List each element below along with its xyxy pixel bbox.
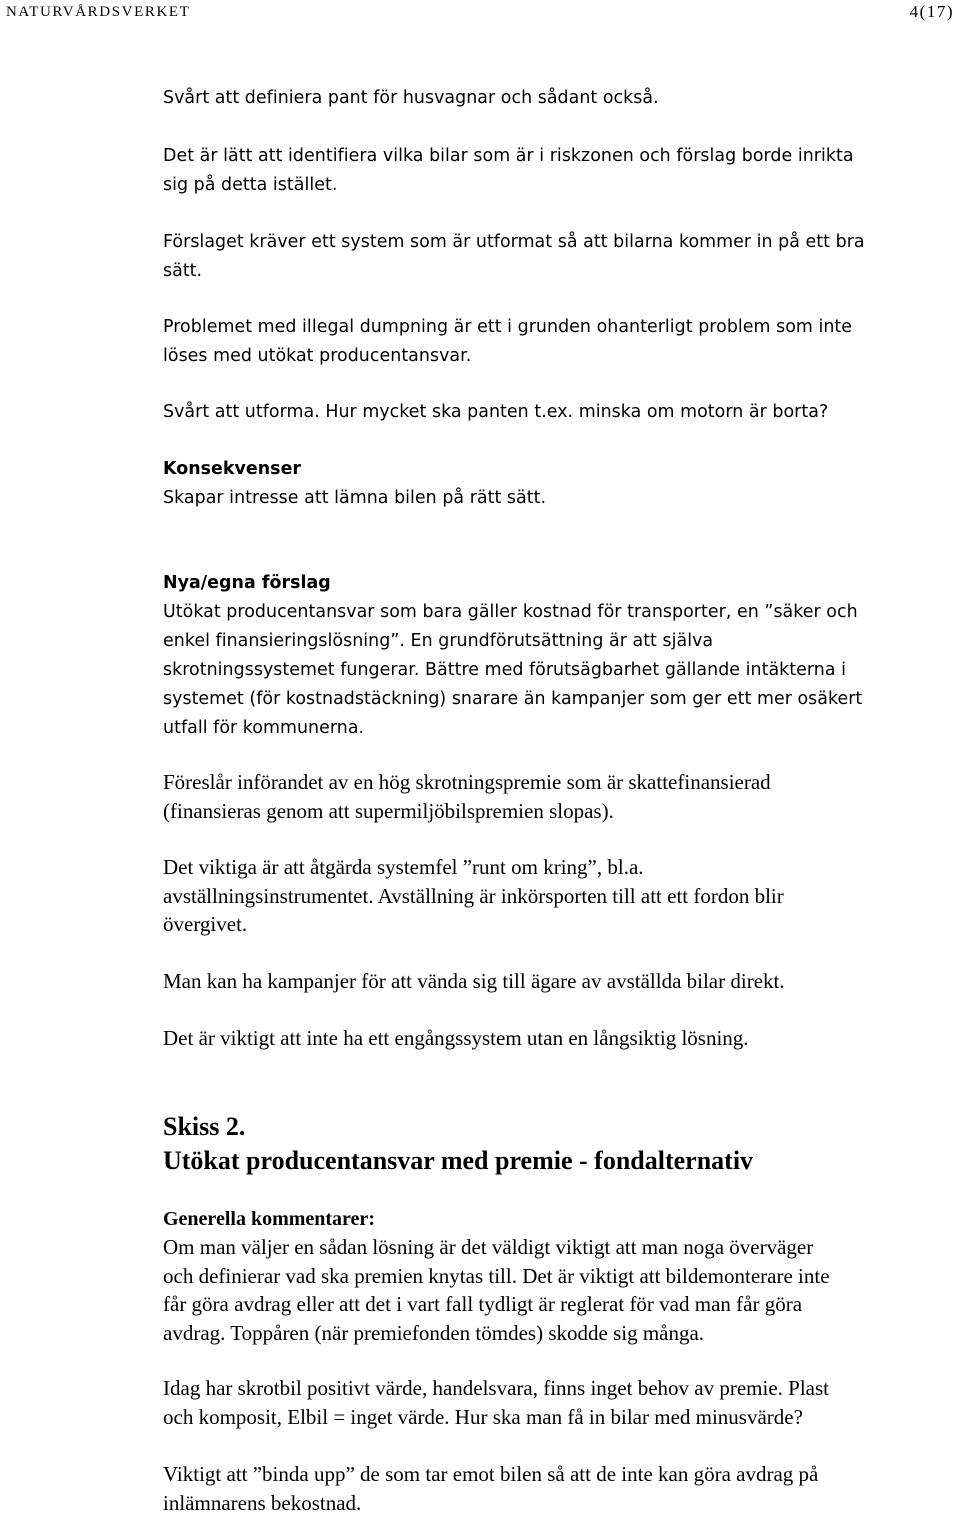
text-line: Det är lätt att identifiera vilka bilar som är i riskzonen och förslag borde inrikta	[163, 142, 953, 171]
section-konsekvenser	[163, 455, 953, 513]
text-line: Om man väljer en sådan lösning är det väldigt viktigt att man noga överväger	[163, 1233, 953, 1262]
text-line: Problemet med illegal dumpning är ett i grunden ohanterligt problem som inte	[163, 313, 953, 342]
skiss-title: Utökat producentansvar med premie - fondalternativ	[163, 1144, 953, 1178]
paragraph-4	[163, 313, 953, 371]
text-line: inlämnarens bekostnad.	[163, 1489, 953, 1517]
paragraph-skrotningspremie	[163, 768, 953, 825]
paragraph-skrotbil-varde	[163, 1374, 953, 1431]
section-heading: Generella kommentarer:	[163, 1205, 953, 1233]
text-line: Skapar intresse att lämna bilen på rätt sätt.	[163, 484, 953, 513]
text-line: Viktigt att ”binda upp” de som tar emot bilen så att de inte kan göra avdrag på	[163, 1460, 953, 1489]
text-line: Idag har skrotbil positivt värde, handelsvara, finns inget behov av premie. Plast	[163, 1374, 953, 1403]
text-line: sig på detta istället.	[163, 171, 953, 200]
text-line: Det viktiga är att åtgärda systemfel ”runt om kring”, bl.a.	[163, 853, 953, 882]
text-line: (finansieras genom att supermiljöbilspremien slopas).	[163, 797, 953, 826]
paragraph-2	[163, 142, 953, 200]
header-organization: NATURVÅRDSVERKET	[6, 4, 190, 21]
page-header	[0, 0, 960, 30]
paragraph-5	[163, 398, 953, 427]
text-line: skrotningssystemet fungerar. Bättre med förutsägbarhet gällande intäkterna i	[163, 656, 953, 685]
skiss-heading: Skiss 2.	[163, 1110, 953, 1144]
text-line: Det är viktigt att inte ha ett engångssystem utan en långsiktig lösning.	[163, 1024, 953, 1053]
text-line: och definierar vad ska premien knytas till. Det är viktigt att bildemonterare inte	[163, 1262, 953, 1291]
section-nya-forslag	[163, 569, 953, 743]
text-line: och komposit, Elbil = inget värde. Hur ska man få in bilar med minusvärde?	[163, 1403, 953, 1432]
paragraph-1	[163, 84, 953, 113]
text-line: utfall för kommunerna.	[163, 714, 953, 743]
text-line: avdrag. Toppåren (när premiefonden tömdes) skodde sig många.	[163, 1319, 953, 1348]
text-line: Utökat producentansvar som bara gäller kostnad för transporter, en ”säker och	[163, 598, 953, 627]
text-line: Svårt att utforma. Hur mycket ska panten t.ex. minska om motorn är borta?	[163, 398, 953, 427]
page-number: 4(17)	[910, 2, 954, 22]
text-line: Svårt att definiera pant för husvagnar och sådant också.	[163, 84, 953, 113]
section-heading: Konsekvenser	[163, 455, 953, 484]
text-line: avställningsinstrumentet. Avställning är inkörsporten till att ett fordon blir	[163, 882, 953, 911]
text-line: Förslaget kräver ett system som är utformat så att bilarna kommer in på ett bra	[163, 228, 953, 257]
text-line: sätt.	[163, 257, 953, 286]
text-line: löses med utökat producentansvar.	[163, 342, 953, 371]
section-heading: Nya/egna förslag	[163, 569, 953, 598]
text-line: enkel finansieringslösning”. En grundförutsättning är att själva	[163, 627, 953, 656]
text-line: övergivet.	[163, 910, 953, 939]
text-line: Man kan ha kampanjer för att vända sig till ägare av avställda bilar direkt.	[163, 967, 953, 996]
text-line: får göra avdrag eller att det i vart fall tydligt är reglerat för vad man får göra	[163, 1290, 953, 1319]
paragraph-binda-upp	[163, 1460, 953, 1517]
paragraph-3	[163, 228, 953, 286]
paragraph-systemfel	[163, 853, 953, 939]
text-line: Föreslår införandet av en hög skrotningspremie som är skattefinansierad	[163, 768, 953, 797]
text-line: systemet (för kostnadstäckning) snarare än kampanjer som ger ett mer osäkert	[163, 685, 953, 714]
paragraph-langsiktig	[163, 1024, 953, 1053]
paragraph-kampanjer	[163, 967, 953, 996]
section-generella-kommentarer	[163, 1205, 953, 1347]
